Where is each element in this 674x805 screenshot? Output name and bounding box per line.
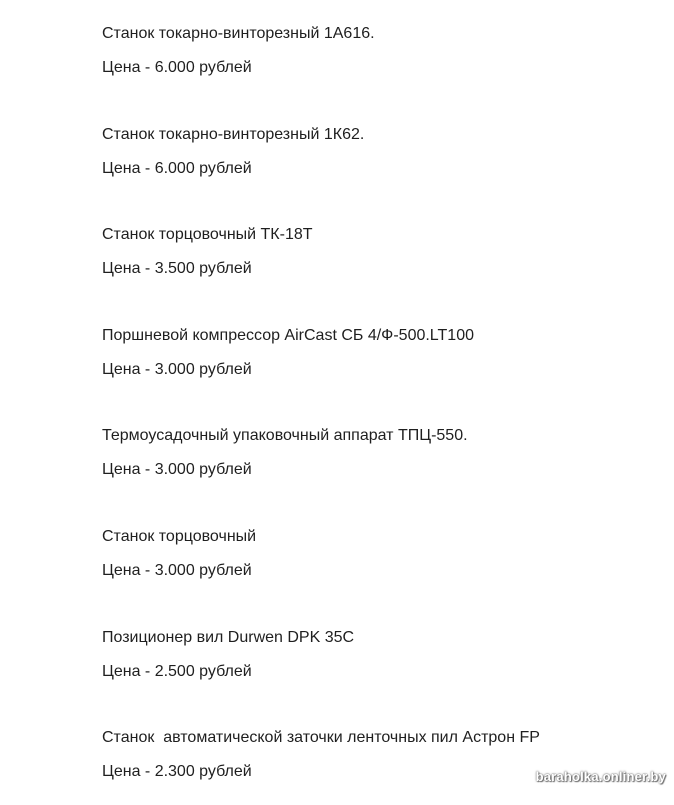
watermark: baraholka.onliner.by — [535, 769, 666, 784]
item-name: Станок токарно-винторезный 1А616. — [102, 25, 375, 42]
list-item — [102, 0, 662, 101]
item-name: Позиционер вил Durwen DPK 35C — [102, 628, 355, 646]
item-name: Поршневой компрессор AirCast СБ 4/Ф-500.LT100 — [102, 326, 474, 344]
item-name: Станок торцовочный ТК-18Т — [102, 226, 313, 244]
item-price: Цена - 3.000 рублей — [102, 360, 252, 378]
item-price: Цена - 2.500 рублей — [102, 662, 252, 680]
item-price: Цена - 6.000 рублей — [102, 159, 252, 177]
list-item — [102, 402, 662, 503]
item-price: Цена - 6.000 рублей — [102, 59, 252, 76]
item-name: Термоусадочный упаковочный аппарат ТПЦ-550. — [102, 427, 468, 445]
list-item — [102, 302, 662, 403]
item-price: Цена - 3.000 рублей — [102, 561, 252, 579]
list-item — [102, 704, 662, 805]
listing — [102, 0, 662, 805]
list-item — [102, 604, 662, 705]
item-name: Станок торцовочный — [102, 527, 257, 545]
item-price: Цена - 2.300 рублей — [102, 763, 252, 781]
item-name: Станок автоматической заточки ленточных пил Астрон FP — [102, 729, 540, 747]
item-name: Станок токарно-винторезный 1К62. — [102, 125, 365, 143]
list-item — [102, 201, 662, 302]
list-item — [102, 101, 662, 202]
item-price: Цена - 3.500 рублей — [102, 260, 252, 278]
item-price: Цена - 3.000 рублей — [102, 461, 252, 479]
list-item — [102, 503, 662, 604]
